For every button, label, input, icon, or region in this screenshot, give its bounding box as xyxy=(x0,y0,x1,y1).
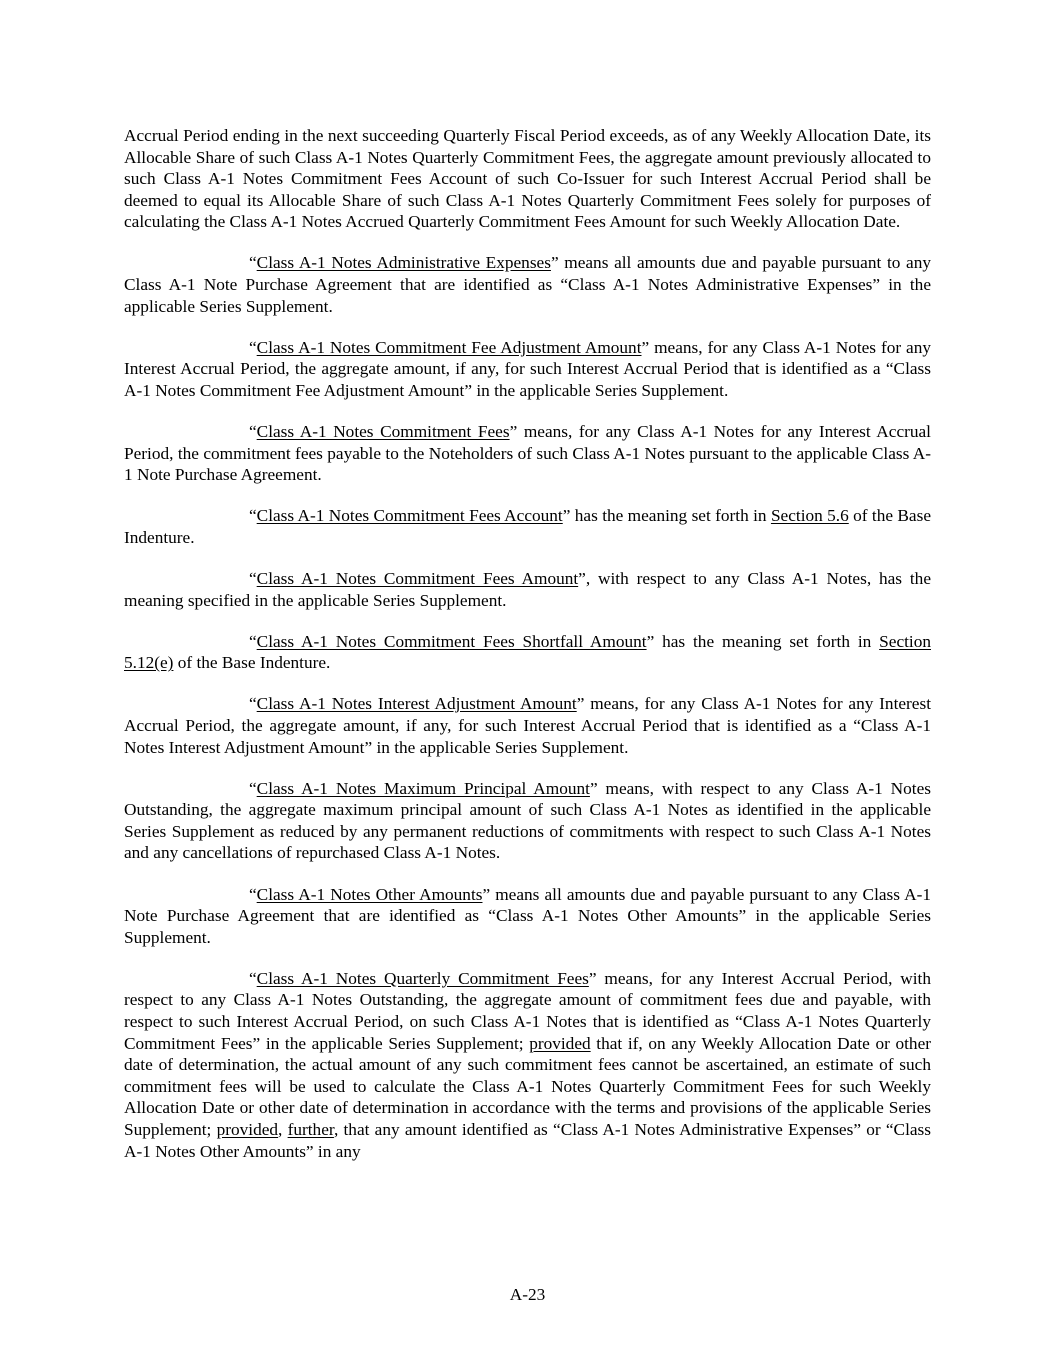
definition-text: ” means all amounts due and payable pursuant to any Class A-1 Note Purchase Agreement that are identified as “Class A-1 Notes Administrative Expenses” in the applicable Series Supplement. xyxy=(124,253,931,316)
definition-text: ” means, for any Class A-1 Notes for any Interest Accrual Period, the commitment fees payable to the Noteholders of such Class A-1 Notes pursuant to the applicable Class A-1 Note Purchase Agreement. xyxy=(124,422,931,485)
defined-term: Class A-1 Notes Commitment Fees xyxy=(256,422,510,442)
defined-term: Class A-1 Notes Commitment Fee Adjustment Amount xyxy=(256,337,642,357)
open-quote: “ xyxy=(249,778,257,798)
defined-term: Class A-1 Notes Maximum Principal Amount xyxy=(256,778,590,798)
definition-text: ” means all amounts due and payable pursuant to any Class A-1 Note Purchase Agreement that are identified as “Class A-1 Notes Other Amounts” in the applicable Series Supplement. xyxy=(124,884,932,947)
definition-text: ”, with respect to any Class A-1 Notes, has the meaning specified in the applicable Series Supplement. xyxy=(124,569,931,610)
definition-text: of the Base Indenture. xyxy=(124,506,931,547)
proviso-further: further xyxy=(287,1119,334,1139)
definition-text: ” has the meaning set forth in xyxy=(646,631,880,651)
definition-interest-adjustment-amount xyxy=(124,693,931,758)
definition-quarterly-commitment-fees xyxy=(124,968,931,1162)
open-quote: “ xyxy=(249,253,257,273)
defined-term: Class A-1 Notes Quarterly Commitment Fees xyxy=(256,968,589,988)
open-quote: “ xyxy=(249,337,257,357)
section-reference: Section 5.6 xyxy=(770,506,849,526)
definition-commitment-fees-amount xyxy=(124,568,931,611)
definition-administrative-expenses xyxy=(124,252,931,317)
definition-text: ” means, with respect to any Class A-1 Notes Outstanding, the aggregate maximum principal amount of such Class A-1 Notes as identified in the applicable Series Supplement as reduced by any permanent reductions of commitments with respect to such Class A-1 Notes and any cancellations of repurchased Class A-1 Notes. xyxy=(124,778,931,863)
open-quote: “ xyxy=(249,694,257,714)
definition-commitment-fees-account xyxy=(124,505,931,548)
definition-commitment-fee-adjustment-amount xyxy=(124,337,931,402)
definition-text: , xyxy=(278,1119,288,1139)
definition-text: ” has the meaning set forth in xyxy=(562,506,771,526)
open-quote: “ xyxy=(249,569,257,588)
open-quote: “ xyxy=(249,631,257,651)
defined-term: Class A-1 Notes Commitment Fees Shortfall Amount xyxy=(256,631,647,651)
section-reference: Section 5.12(e) xyxy=(124,631,931,673)
open-quote: “ xyxy=(249,506,257,526)
definition-text: of the Base Indenture. xyxy=(173,653,331,673)
defined-term: Class A-1 Notes Interest Adjustment Amount xyxy=(256,694,577,714)
defined-term: Class A-1 Notes Commitment Fees Amount xyxy=(256,569,579,588)
proviso-provided: provided xyxy=(529,1033,591,1053)
defined-term: Class A-1 Notes Other Amounts xyxy=(256,884,483,904)
open-quote: “ xyxy=(249,968,257,988)
definition-text: ” means, for any Interest Accrual Period, with respect to any Class A-1 Notes Outstanding, the aggregate amount of commitment fees due and payable, with respect to such Interest Accrual Period, on such Class A-1 Notes that is identified as “Class A-1 Notes Quarterly Commitment Fees” in the applicable Series Supplement; xyxy=(124,968,931,1053)
definition-commitment-fees-shortfall-amount xyxy=(124,631,931,674)
definition-text: ” means, for any Class A-1 Notes for any Interest Accrual Period, the aggregate amount, if any, for such Interest Accrual Period that is identified as a “Class A-1 Notes Commitment Fee Adjustment Amount” in the applicable Series Supplement. xyxy=(124,337,931,400)
definition-maximum-principal-amount xyxy=(124,778,931,864)
continuation-paragraph: Accrual Period ending in the next succeeding Quarterly Fiscal Period exceeds, as of any Weekly Allocation Date, its Allocable Share of such Class A-1 Notes Quarterly Commitment Fees, the aggregate amount previously allocated to such Class A-1 Notes Commitment Fees Account of such Co-Issuer for such Interest Accrual Period shall be deemed to equal its Allocable Share of such Class A-1 Notes Quarterly Commitment Fees solely for purposes of calculating the Class A-1 Notes Accrued Quarterly Commitment Fees Amount for such Weekly Allocation Date. xyxy=(124,126,931,232)
definition-text: that if, on any Weekly Allocation Date or other date of determination, the actual amount of any such commitment fees cannot be ascertained, an estimate of such commitment fees will be used to calculate the Class A-1 Notes Quarterly Commitment Fees for such Weekly Allocation Date or other date of determination in accordance with the terms and provisions of the applicable Series Supplement; xyxy=(124,1033,931,1139)
page-number: A-23 xyxy=(509,1285,546,1304)
defined-term: Class A-1 Notes Commitment Fees Account xyxy=(256,506,563,526)
document-body xyxy=(124,125,931,1182)
open-quote: “ xyxy=(249,422,257,442)
proviso-provided: provided xyxy=(216,1119,279,1139)
defined-term: Class A-1 Notes Administrative Expenses xyxy=(256,253,551,273)
definition-text: ” means, for any Class A-1 Notes for any Interest Accrual Period, the aggregate amount, if any, for such Interest Accrual Period that is identified as a “Class A-1 Notes Interest Adjustment Amount” in the applicable Series Supplement. xyxy=(124,694,931,757)
definition-other-amounts xyxy=(124,884,931,949)
definition-commitment-fees xyxy=(124,421,931,486)
definition-text: , that any amount identified as “Class A-1 Notes Administrative Expenses” or “Class A-1 Notes Other Amounts” in any xyxy=(124,1119,931,1161)
open-quote: “ xyxy=(249,884,257,904)
